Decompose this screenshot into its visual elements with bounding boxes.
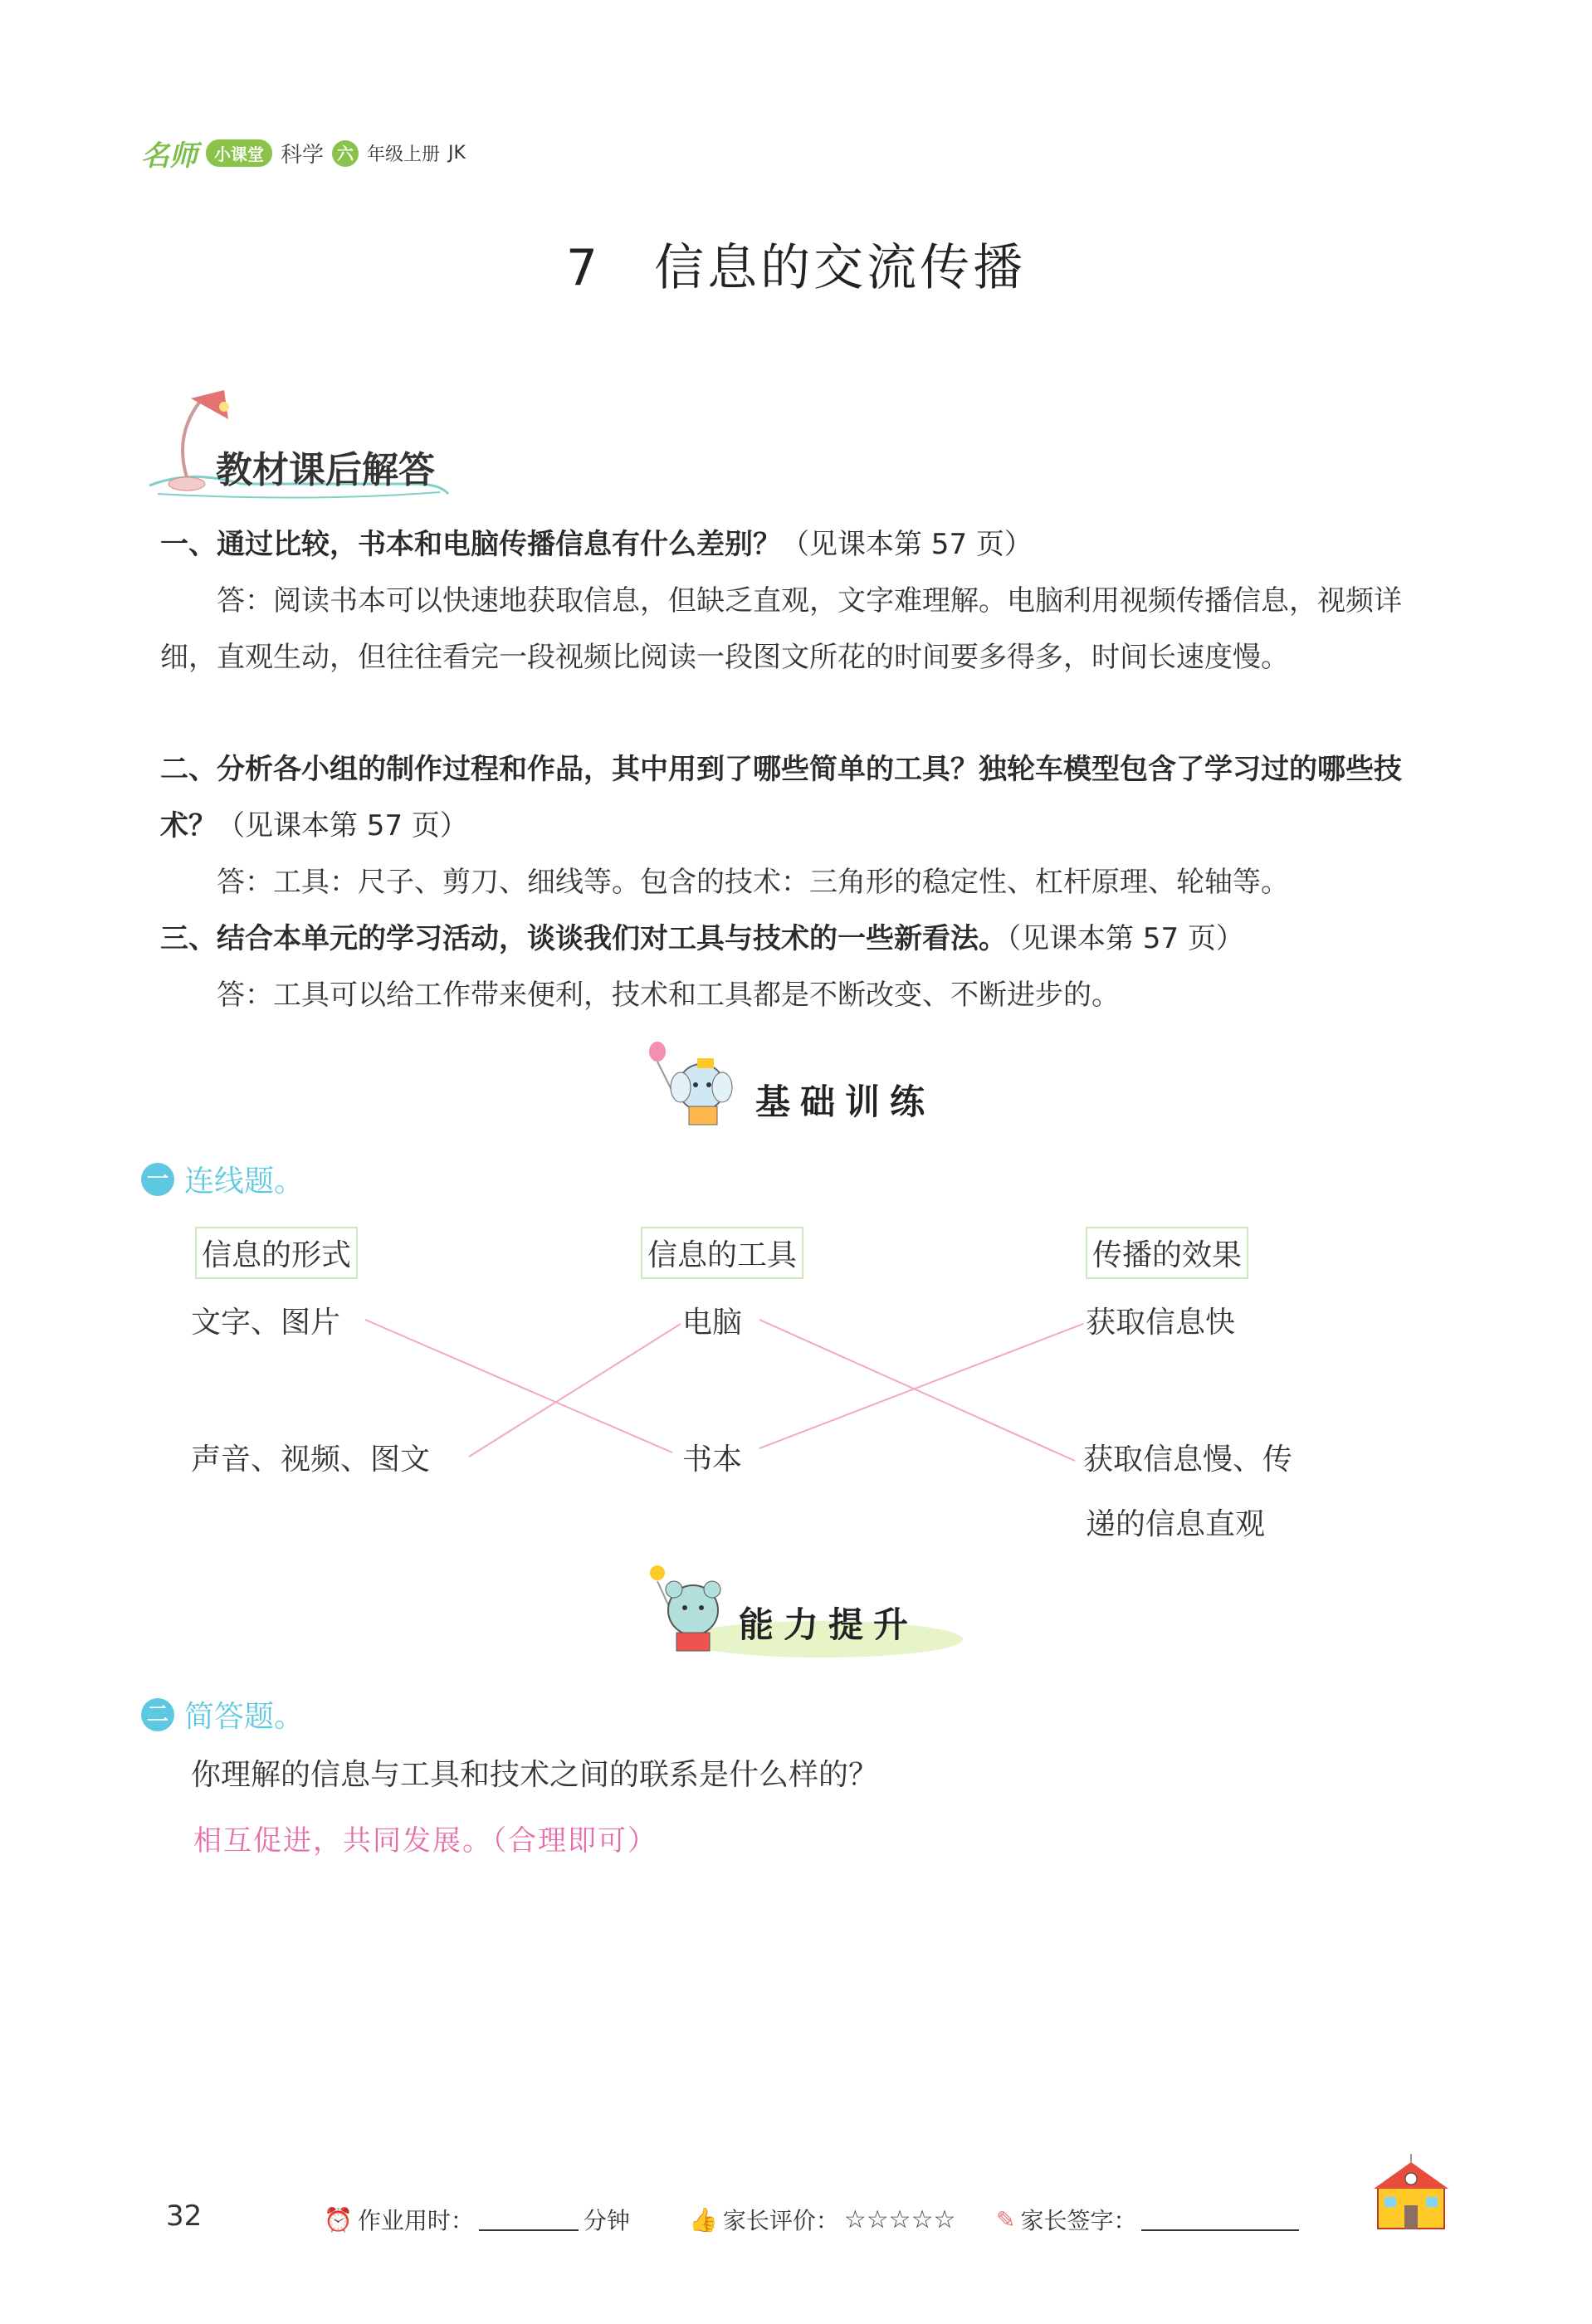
- column-header-effect: 传播的效果: [1086, 1227, 1248, 1279]
- banner-title: 能力提升: [739, 1604, 919, 1645]
- match-line-3: [759, 1320, 1075, 1461]
- page-footer: [166, 2191, 1461, 2241]
- answer-1: 答：阅读书本可以快速地获取信息，但缺乏直观，文字难理解。电脑利用视频传播信息，视频详细，直观生动，但往往看完一段视频比阅读一段图文所花的时间要多得多，时间长速度慢。: [160, 584, 1402, 674]
- middle-item-1: 电脑: [682, 1306, 743, 1340]
- signature-blank[interactable]: [1141, 2208, 1299, 2231]
- answer-2: 答：工具：尺子、剪刀、细线等。包含的技术：三角形的稳定性、杠杆原理、轮轴等。: [217, 866, 1289, 899]
- grade-badge: 六: [332, 140, 359, 167]
- column-header-tool: 信息的工具: [641, 1227, 803, 1279]
- pencil-icon: ✎: [996, 2205, 1016, 2234]
- parent-evaluation: [689, 2203, 955, 2236]
- question-3: 三、结合本单元的学习活动，谈谈我们对工具与技术的一些新看法。: [160, 922, 1007, 955]
- banner-title: 基础训练: [755, 1081, 935, 1122]
- left-item-1: 文字、图片: [191, 1306, 341, 1340]
- thumbs-up-icon: 👍: [689, 2205, 718, 2234]
- section-number: 二: [141, 1698, 174, 1731]
- reference-2: （见课本第 57 页）: [217, 809, 468, 842]
- grade-text: 年级上册: [367, 144, 441, 165]
- section-label: 简答题。: [184, 1700, 305, 1734]
- right-item-2-cont: 递的信息直观: [1086, 1507, 1266, 1541]
- page-title: 7 信息的交流传播: [565, 239, 1027, 297]
- question-1: 一、通过比较，书本和电脑传播信息有什么差别？: [160, 528, 781, 561]
- match-line-4: [759, 1324, 1083, 1448]
- handwritten-answer: 相互促进，共同发展。（合理即可）: [193, 1824, 657, 1858]
- time-label: 作业用时：: [357, 2207, 474, 2234]
- school-building-icon: [1361, 2154, 1461, 2237]
- middle-item-2: 书本: [682, 1443, 743, 1477]
- section-3-header: [141, 1693, 304, 1736]
- edition-label: JK: [448, 143, 466, 164]
- eval-label: 家长评价：: [722, 2207, 839, 2234]
- right-item-1: 获取信息快: [1086, 1306, 1236, 1340]
- question-2: 二、分析各小组的制作过程和作品，其中用到了哪些简单的工具？独轮车模型包含了学习过的哪些技术？: [160, 753, 1402, 842]
- time-blank[interactable]: [479, 2208, 579, 2231]
- column-header-form: 信息的形式: [195, 1227, 358, 1279]
- left-item-2: 声音、视频、图文: [191, 1443, 431, 1477]
- reference-3: （见课本第 57 页）: [1007, 922, 1244, 955]
- reference-1: （见课本第 57 页）: [781, 528, 1033, 561]
- sign-label: 家长签字：: [1020, 2207, 1137, 2234]
- match-line-2: [469, 1324, 681, 1457]
- page-number: 32: [166, 2200, 203, 2233]
- subject-label: 科学: [281, 143, 325, 168]
- series-badge: 小课堂: [206, 139, 272, 167]
- answer-3: 答：工具可以给工作带来便利，技术和工具都是不断改变、不断进步的。: [217, 979, 1120, 1012]
- alarm-clock-icon: ⏰: [324, 2205, 353, 2234]
- homework-time: [324, 2203, 630, 2236]
- match-line-1: [365, 1320, 672, 1452]
- section-banner-advanced: [647, 1565, 963, 1664]
- rating-stars[interactable]: ☆☆☆☆☆: [843, 2204, 956, 2234]
- section-heading: 教材课后解答: [216, 449, 435, 491]
- time-unit: 分钟: [583, 2207, 630, 2234]
- short-answer-question: 你理解的信息与工具和技术之间的联系是什么样的？: [191, 1758, 879, 1792]
- right-item-2: 获取信息慢、传: [1083, 1443, 1293, 1477]
- brand-logo: 名师: [141, 139, 198, 173]
- parent-signature: [996, 2203, 1299, 2236]
- section-number: 一: [141, 1163, 174, 1196]
- section-label: 连线题。: [184, 1164, 305, 1199]
